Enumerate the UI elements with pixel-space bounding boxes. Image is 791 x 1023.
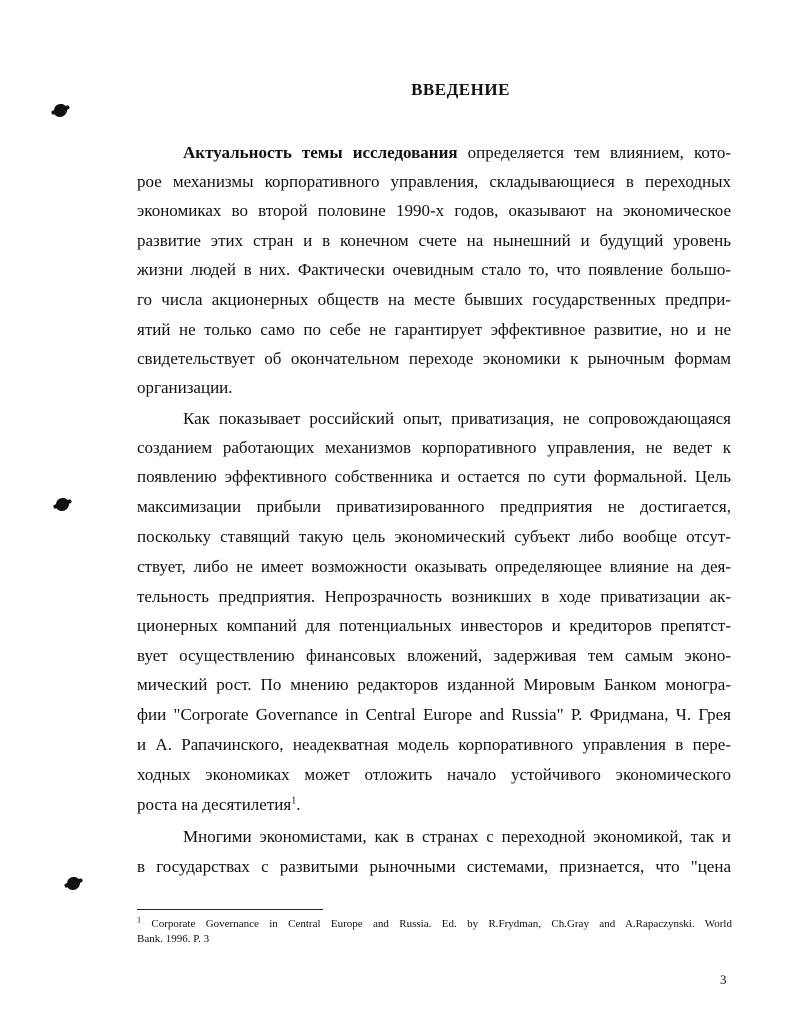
paragraph-line: максимизации прибыли приватизированного предприятия не достигается, xyxy=(137,497,731,516)
ink-blot-mark xyxy=(54,104,67,117)
paragraph-line: ятий не только само по себе не гарантирует эффективное развитие, но и не xyxy=(137,320,731,339)
ink-blot-mark xyxy=(67,877,80,890)
footnote-marker: 1 xyxy=(137,917,141,925)
paragraph-line: Как показывает российский опыт, приватизация, не сопровождающаяся xyxy=(183,409,731,428)
paragraph-line: экономиках во второй половине 1990-х годов, оказывают на экономическое xyxy=(137,201,731,220)
paragraph-line: го числа акционерных обществ на месте бывших государственных предпри- xyxy=(137,290,731,309)
paragraph-line: Актуальность темы исследования определяется тем влиянием, кото- xyxy=(183,143,731,162)
paragraph-line: вует осуществлению финансовых вложений, задерживая тем самым эконо- xyxy=(137,646,731,665)
page-number: 3 xyxy=(720,972,727,987)
paragraph-line: рое механизмы корпоративного управления, складывающиеся в переходных xyxy=(137,172,731,191)
paragraph-line: Многими экономистами, как в странах с переходной экономикой, так и xyxy=(183,827,731,846)
page-title: ВВЕДЕНИЕ xyxy=(411,80,510,99)
ink-blot-mark xyxy=(56,498,69,511)
paragraph-line: ционерных компаний для потенциальных инвесторов и кредиторов препятст- xyxy=(137,616,731,635)
paragraph-line: появлению эффективного собственника и остается по сути формальной. Цель xyxy=(137,467,731,486)
paragraph-line: и А. Рапачинского, неадекватная модель корпоративного управления в пере- xyxy=(137,735,731,754)
paragraph-line: тельность предприятия. Непрозрачность возникших в ходе приватизации ак- xyxy=(137,587,731,606)
paragraph-line: развитие этих стран и в конечном счете на нынешний и будущий уровень xyxy=(137,231,731,250)
paragraph-line: свидетельствует об окончательном переходе экономики к рыночным формам xyxy=(137,349,731,368)
paragraph-line: поскольку ставящий такую цель экономический субъект либо вообще отсут- xyxy=(137,527,731,546)
paragraph-line: ствует, либо не имеет возможности оказывать определяющее влияние на дея- xyxy=(137,557,731,576)
paragraph-line: фии "Corporate Governance in Central Europe and Russia" Р. Фридмана, Ч. Грея xyxy=(137,705,731,724)
footnote-reference[interactable]: 1 xyxy=(291,795,297,807)
footnote-text: Bank. 1996. P. 3 xyxy=(137,933,210,945)
footnote-text: $^1$ Corporate Governance in Central Europe and Russia. Ed. by R.Frydman, Ch.Gray and A.Rapaczynski. World xyxy=(137,917,732,930)
paragraph-line: ходных экономиках может отложить начало устойчивого экономического xyxy=(137,765,731,784)
paragraph-line: мический рост. По мнению редакторов изданной Мировым Банком моногра- xyxy=(137,675,731,694)
paragraph-line: в государствах с развитыми рыночными системами, признается, что "цена xyxy=(137,857,731,876)
bold-lead-text: Актуальность темы исследования xyxy=(183,143,458,162)
paragraph-line: жизни людей в них. Фактически очевидным стало то, что появление большо- xyxy=(137,260,731,279)
paragraph-line: созданием работающих механизмов корпоративного управления, не ведет к xyxy=(137,438,731,457)
paragraph-line: организации. xyxy=(137,378,233,397)
paragraph-line: роста на десятилетия$^1$. xyxy=(137,795,301,814)
footnote-divider xyxy=(137,909,323,910)
